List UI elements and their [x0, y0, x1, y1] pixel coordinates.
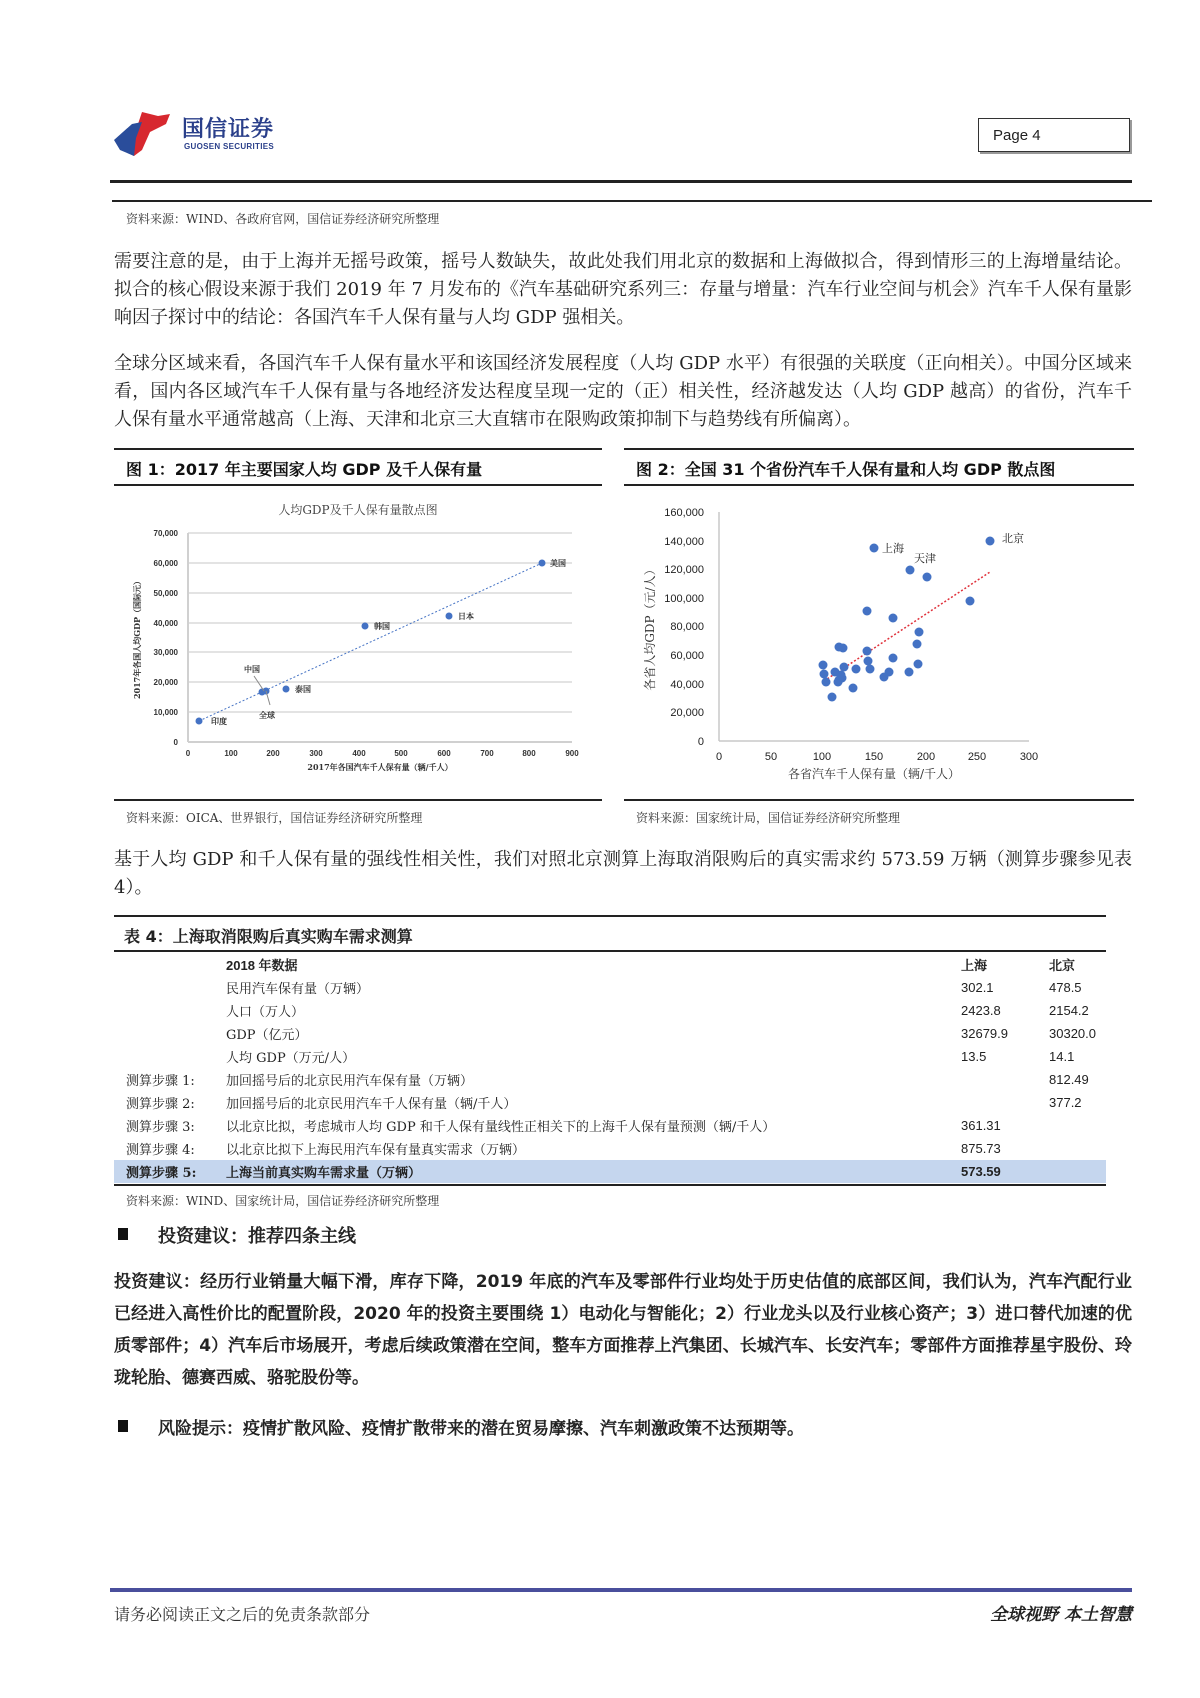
page-number: Page 4: [978, 118, 1130, 152]
table4-bottom-rule: [114, 1184, 1106, 1186]
table-cell: 测算步骤 2:: [126, 1097, 195, 1112]
svg-text:250: 250: [967, 751, 987, 763]
table-cell: [114, 1045, 226, 1068]
bullet-square-icon: [118, 1228, 128, 1240]
table-cell: [961, 1091, 1049, 1114]
fig1-top-rule: [114, 448, 602, 450]
svg-text:500: 500: [394, 749, 408, 758]
fig1-title: 图 1：2017 年主要国家人均 GDP 及千人保有量: [126, 460, 483, 479]
table-cell: 32679.9: [961, 1026, 1008, 1041]
svg-text:200: 200: [916, 751, 936, 763]
logo-en-text: GUOSEN SECURITIES: [184, 142, 275, 151]
table-cell: 2154.2: [1049, 1003, 1089, 1018]
footer-divider: [110, 1588, 1132, 1592]
table-cell: [1049, 1160, 1106, 1183]
fig1-source-rule: [114, 799, 602, 801]
invest-heading: 投资建议：推荐四条主线: [158, 1226, 356, 1247]
svg-text:60,000: 60,000: [670, 650, 704, 662]
table-header-row: [114, 953, 1106, 976]
table4-header-rule: [114, 950, 1106, 952]
table-cell: 加回摇号后的北京民用汽车保有量（万辆）: [226, 1074, 474, 1089]
fig2-bottom-rule: [624, 484, 1134, 486]
table-cell: 测算步骤 5:: [114, 1160, 226, 1183]
table-cell: [1049, 1137, 1106, 1160]
invest-paragraph: 投资建议：经历行业销量大幅下滑，库存下降，2019 年底的汽车及零部件行业均处于历史估值的底部区间，我们认为，汽车汽配行业已经进入高性价比的配置阶段，2020 年的投资主要围绕 1）电动化与智能化；2）行业龙头以及行业核心资产；3）进口替代加速的优质零部件；4）汽车后市场展开，考虑后续政策潜在空间，整车方面推荐上汽集团、长城汽车、长安汽车；零部件方面推荐星宇股份、玲珑轮胎、德赛西威、骆驼股份等。: [114, 1272, 1132, 1388]
svg-text:2017年各国汽车千人保有量（辆/千人）: 2017年各国汽车千人保有量（辆/千人）: [307, 762, 453, 772]
fig1-chart-title: 人均GDP及千人保有量散点图: [278, 503, 438, 517]
svg-text:70,000: 70,000: [153, 529, 178, 538]
table-cell: 2018 年数据: [226, 958, 298, 973]
table-cell: [114, 953, 226, 976]
table-cell: 14.1: [1049, 1049, 1075, 1064]
table-row: [114, 1137, 1106, 1160]
table-cell: 以北京比拟下上海民用汽车保有量真实需求（万辆）: [226, 1143, 526, 1158]
table-cell: 875.73: [961, 1141, 1001, 1156]
svg-text:天津: 天津: [914, 552, 936, 565]
table-row-highlighted: [114, 1160, 1106, 1183]
svg-text:上海: 上海: [882, 542, 904, 555]
guosen-logo-icon: [112, 110, 176, 158]
svg-text:50,000: 50,000: [153, 589, 178, 598]
fig1-scatter-chart: [114, 490, 602, 780]
table-cell: 上海: [961, 959, 988, 974]
table-cell: 上海当前真实购车需求量（万辆）: [226, 1160, 961, 1183]
table-cell: 加回摇号后的北京民用汽车千人保有量（辆/千人）: [226, 1097, 517, 1112]
svg-text:300: 300: [1019, 751, 1039, 763]
svg-text:800: 800: [522, 749, 536, 758]
svg-text:2017年各国人均GDP（国际元）: 2017年各国人均GDP（国际元）: [132, 576, 142, 700]
svg-text:600: 600: [437, 749, 451, 758]
svg-text:100,000: 100,000: [664, 593, 704, 605]
body-paragraph-1: 需要注意的是，由于上海并无摇号政策，摇号人数缺失，故此处我们用北京的数据和上海做拟合，得到情形三的上海增量结论。拟合的核心假设来源于我们 2019 年 7 月发布的《汽车基础研究系列三：存量与增量：汽车行业空间与机会》汽车千人保有量影响因子探讨中的结论：各国汽车千人保有量与人均 GDP 强相关。: [114, 251, 1132, 328]
logo-cn-text: 国信证券: [182, 117, 275, 142]
table-cell: 302.1: [961, 980, 994, 995]
table-cell: 478.5: [1049, 980, 1082, 995]
svg-text:300: 300: [309, 749, 323, 758]
table-cell: GDP（亿元）: [226, 1028, 308, 1043]
disclaimer-note: 请务必阅读正文之后的免责条款部分: [114, 1605, 371, 1624]
table-cell: 2423.8: [961, 1003, 1001, 1018]
table-cell: 测算步骤 3:: [126, 1120, 195, 1135]
svg-text:0: 0: [715, 751, 723, 763]
fig2-source: 资料来源：国家统计局，国信证券经济研究所整理: [636, 811, 901, 825]
table-cell: [1049, 1114, 1106, 1137]
table4: [114, 953, 1106, 1183]
svg-text:泰国: 泰国: [295, 684, 311, 694]
svg-text:700: 700: [480, 749, 494, 758]
svg-text:各省人均GDP（元/人）: 各省人均GDP（元/人）: [643, 563, 657, 691]
svg-text:80,000: 80,000: [670, 621, 704, 633]
svg-text:30,000: 30,000: [153, 648, 178, 657]
table-cell: 812.49: [1049, 1072, 1089, 1087]
header-divider: [110, 180, 1132, 183]
section-divider: [112, 200, 1152, 202]
svg-text:20,000: 20,000: [153, 678, 178, 687]
svg-text:日本: 日本: [458, 611, 474, 621]
top-source-note: 资料来源：WIND、各政府官网，国信证券经济研究所整理: [126, 212, 440, 226]
svg-text:50: 50: [764, 751, 778, 763]
svg-text:200: 200: [266, 749, 280, 758]
fig1-bottom-rule: [114, 484, 602, 486]
table-row: [114, 1114, 1106, 1137]
table-row: [114, 976, 1106, 999]
svg-text:0: 0: [697, 736, 704, 748]
svg-text:北京: 北京: [1002, 532, 1024, 545]
svg-text:100: 100: [224, 749, 238, 758]
table-cell: 北京: [1049, 959, 1076, 974]
table-cell: 以北京比拟，考虑城市人均 GDP 和千人保有量线性正相关下的上海千人保有量预测（辆/千人）: [226, 1120, 776, 1135]
table-row: [114, 1022, 1106, 1045]
svg-text:150: 150: [864, 751, 884, 763]
svg-text:印度: 印度: [211, 716, 227, 726]
svg-text:0: 0: [185, 749, 191, 758]
table-cell: [961, 1068, 1049, 1091]
company-logo: [112, 110, 292, 160]
svg-text:160,000: 160,000: [664, 507, 704, 519]
fig2-scatter-chart: [624, 490, 1134, 790]
svg-text:0: 0: [173, 738, 178, 747]
table-row: [114, 1068, 1106, 1091]
table-cell: 民用汽车保有量（万辆）: [226, 982, 370, 997]
table-cell: 测算步骤 4:: [126, 1143, 195, 1158]
fig2-source-rule: [624, 799, 1134, 801]
svg-text:140,000: 140,000: [664, 536, 704, 548]
risk-note: 风险提示：疫情扩散风险、疫情扩散带来的潜在贸易摩擦、汽车刺激政策不达预期等。: [158, 1419, 804, 1439]
table-cell: 人口（万人）: [226, 1005, 305, 1020]
svg-text:40,000: 40,000: [670, 679, 704, 691]
fig2-top-rule: [624, 448, 1134, 450]
table4-top-rule: [114, 915, 1106, 917]
table-cell: [114, 999, 226, 1022]
svg-text:120,000: 120,000: [664, 564, 704, 576]
table-cell: 人均 GDP（万元/人）: [226, 1051, 356, 1066]
svg-text:20,000: 20,000: [670, 707, 704, 719]
table-cell: 377.2: [1049, 1095, 1082, 1110]
svg-text:400: 400: [352, 749, 366, 758]
table-cell: [114, 1022, 226, 1045]
table4-source: 资料来源：WIND、国家统计局，国信证券经济研究所整理: [126, 1194, 440, 1208]
svg-text:60,000: 60,000: [153, 559, 178, 568]
footer-slogan: 全球视野 本土智慧: [990, 1605, 1132, 1625]
svg-text:全球: 全球: [259, 710, 275, 720]
svg-text:40,000: 40,000: [153, 619, 178, 628]
table-cell: 573.59: [961, 1160, 1049, 1183]
table4-title: 表 4：上海取消限购后真实购车需求测算: [124, 927, 413, 946]
table-cell: [114, 976, 226, 999]
table-row: [114, 1045, 1106, 1068]
table-cell: 13.5: [961, 1049, 987, 1064]
svg-text:100: 100: [812, 751, 832, 763]
svg-text:中国: 中国: [244, 664, 260, 674]
body-paragraph-2: 全球分区域来看，各国汽车千人保有量水平和该国经济发展程度（人均 GDP 水平）有很强的关联度（正向相关）。中国分区域来看，国内各区域汽车千人保有量与各地经济发达程度呈现一定的（正）相关性，经济越发达（人均 GDP 越高）的省份，汽车千人保有量水平通常越高（上海、天津和北京三大直辖市在限购政策抑制下与趋势线有所偏离）。: [114, 353, 1132, 430]
table-cell: 30320.0: [1049, 1026, 1096, 1041]
svg-text:各省汽车千人保有量（辆/千人）: 各省汽车千人保有量（辆/千人）: [787, 767, 961, 781]
svg-text:韩国: 韩国: [374, 621, 390, 631]
bullet-square-icon: [118, 1420, 128, 1432]
svg-text:美国: 美国: [550, 558, 566, 568]
table-row: [114, 999, 1106, 1022]
table-cell: 测算步骤 1:: [126, 1074, 195, 1089]
svg-text:10,000: 10,000: [153, 708, 178, 717]
body-paragraph-3: 基于人均 GDP 和千人保有量的强线性相关性，我们对照北京测算上海取消限购后的真实需求约 573.59 万辆（测算步骤参见表 4）。: [114, 849, 1132, 898]
table-row: [114, 1091, 1106, 1114]
svg-text:900: 900: [565, 749, 579, 758]
fig2-title: 图 2：全国 31 个省份汽车千人保有量和人均 GDP 散点图: [636, 460, 1056, 479]
fig1-source: 资料来源：OICA、世界银行，国信证券经济研究所整理: [126, 811, 423, 825]
table-cell: 361.31: [961, 1118, 1001, 1133]
